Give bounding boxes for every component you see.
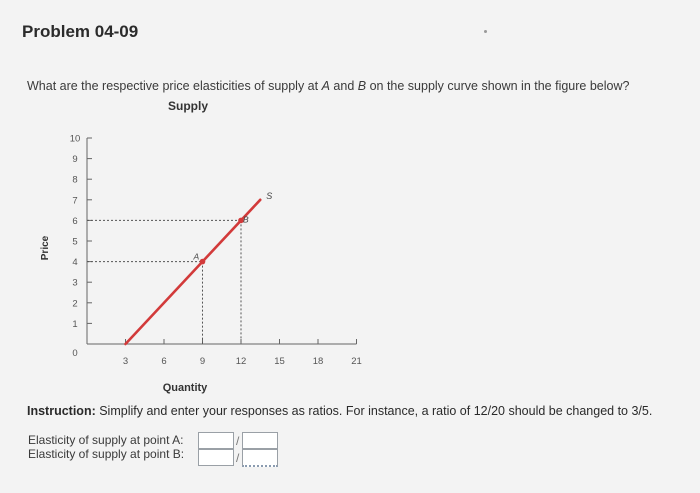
answer-b-numerator-input[interactable] bbox=[198, 449, 234, 466]
chart-title: Supply bbox=[167, 99, 209, 113]
question-prefix: What are the respective price elasticities of supply at bbox=[27, 79, 322, 93]
y-tick-label: 1 bbox=[72, 318, 78, 330]
y-tick-label: 5 bbox=[72, 236, 78, 248]
y-tick-label: 4 bbox=[72, 257, 78, 269]
answer-row-b bbox=[28, 447, 184, 461]
answer-a-slash: / bbox=[236, 434, 240, 448]
point-label-a: A bbox=[193, 251, 200, 262]
y-tick-label: 2 bbox=[72, 298, 78, 310]
answer-label-a: Elasticity of supply at point A: bbox=[28, 433, 184, 447]
answer-a-numerator-input[interactable] bbox=[198, 432, 234, 449]
y-tick-label: 3 bbox=[72, 277, 78, 289]
answer-b-slash: / bbox=[236, 451, 240, 465]
problem-title: Problem 04-09 bbox=[22, 22, 139, 41]
answer-row-a bbox=[28, 433, 183, 447]
y-tick-label: 6 bbox=[72, 215, 78, 227]
question-point-b: B bbox=[357, 79, 367, 93]
question-suffix: on the supply curve shown in the figure below? bbox=[366, 79, 630, 93]
instruction-text: Simplify and enter your responses as ratios. For instance, a ratio of 12/20 should be changed to 3/5. bbox=[95, 404, 653, 418]
question-point-a: A bbox=[321, 79, 330, 93]
point-label-b: B bbox=[243, 214, 249, 225]
supply-curve-label: S bbox=[266, 190, 273, 201]
x-tick-label: 6 bbox=[161, 356, 167, 367]
instruction-label: Instruction: bbox=[27, 404, 96, 418]
answer-label-b: Elasticity of supply at point B: bbox=[28, 447, 185, 461]
x-tick-label: 15 bbox=[274, 356, 285, 367]
y-tick-label: 7 bbox=[72, 195, 78, 207]
x-tick-label: 9 bbox=[199, 356, 206, 367]
x-tick-label: 18 bbox=[312, 356, 324, 367]
x-tick-label: 3 bbox=[122, 356, 129, 367]
point-a bbox=[200, 259, 206, 265]
origin-label: 0 bbox=[72, 348, 78, 359]
y-tick-label: 8 bbox=[72, 174, 78, 186]
y-axis-label: Price bbox=[40, 235, 51, 261]
x-tick-label: 21 bbox=[351, 356, 362, 367]
instruction bbox=[27, 404, 652, 418]
answer-a-denominator-input[interactable] bbox=[242, 432, 278, 449]
y-tick-label: 9 bbox=[72, 154, 78, 166]
y-tick-label: 10 bbox=[69, 133, 81, 145]
x-tick-label: 12 bbox=[235, 356, 247, 367]
question-mid: and bbox=[329, 79, 358, 93]
answer-b-denominator-input[interactable] bbox=[242, 449, 278, 467]
x-axis-label: Quantity bbox=[162, 382, 208, 394]
